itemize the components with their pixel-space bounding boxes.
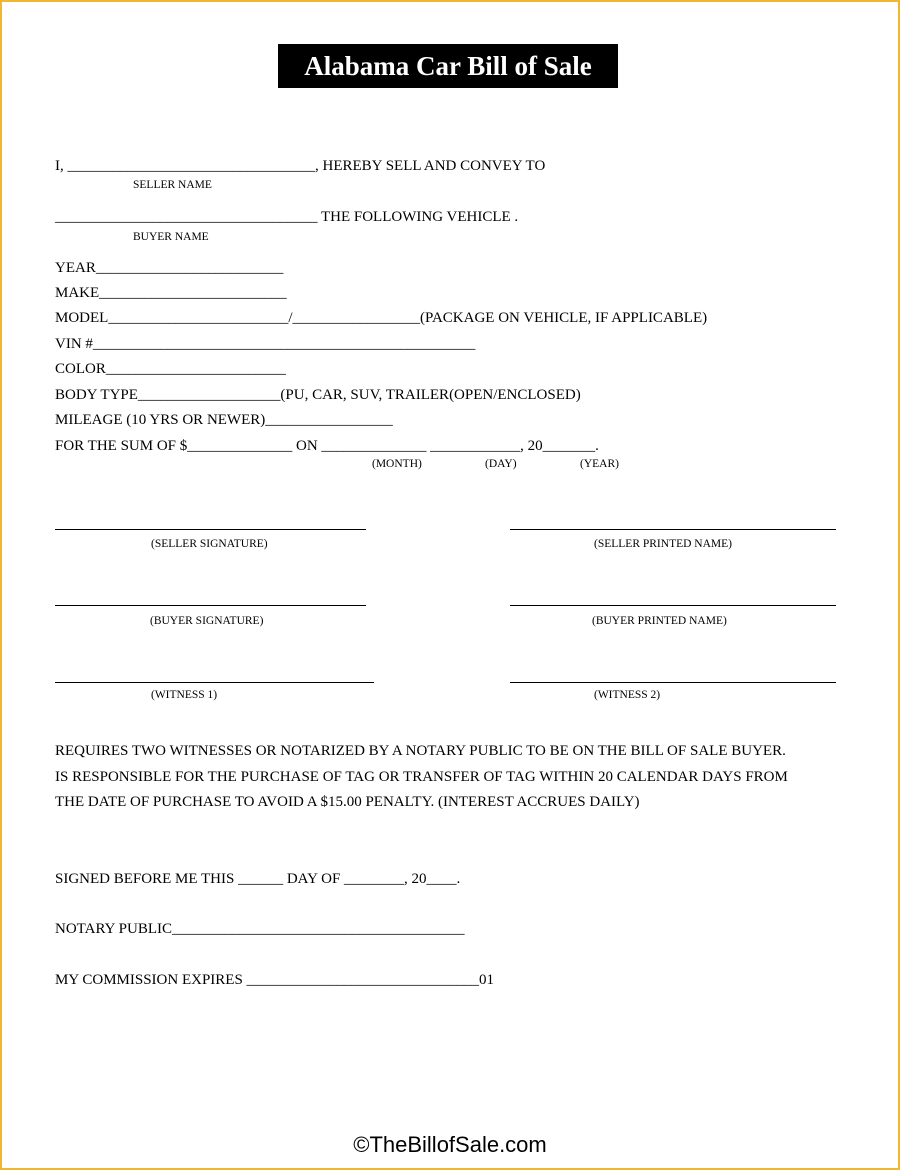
buyer-suffix: THE FOLLOWING VEHICLE . <box>317 209 519 225</box>
seller-printed-name-caption: (SELLER PRINTED NAME) <box>594 538 732 550</box>
seller-suffix: , HEREBY SELL AND CONVEY TO <box>315 158 546 174</box>
buyer-printed-name-line[interactable] <box>510 605 836 606</box>
seller-name-caption: SELLER NAME <box>133 179 212 191</box>
witness-2-caption: (WITNESS 2) <box>594 689 661 701</box>
buyer-line <box>55 208 518 226</box>
month-caption: (MONTH) <box>372 458 422 470</box>
day-caption: (DAY) <box>485 458 517 470</box>
document-title: Alabama Car Bill of Sale <box>278 44 618 88</box>
witness-2-line[interactable] <box>510 682 836 683</box>
vin-field[interactable]: VIN #___________________________________________________ <box>55 336 476 352</box>
seller-prefix: I, <box>55 158 68 174</box>
year-field[interactable]: YEAR_________________________ <box>55 260 284 276</box>
sum-field[interactable]: FOR THE SUM OF $______________ ON ______________ ____________, 20_______. <box>55 438 599 454</box>
notice-line-3: THE DATE OF PURCHASE TO AVOID A $15.00 PENALTY. (INTEREST ACCRUES DAILY) <box>55 794 640 810</box>
buyer-signature-caption: (BUYER SIGNATURE) <box>150 615 264 627</box>
color-field[interactable]: COLOR________________________ <box>55 361 286 377</box>
seller-line <box>55 157 545 175</box>
model-field[interactable]: MODEL________________________/_________________(PACKAGE ON VEHICLE, IF APPLICABLE) <box>55 310 708 326</box>
year-caption: (YEAR) <box>580 458 619 470</box>
commission-expires-field[interactable]: MY COMMISSION EXPIRES _______________________________01 <box>55 972 495 988</box>
mileage-field[interactable]: MILEAGE (10 YRS OR NEWER)_________________ <box>55 412 393 428</box>
seller-printed-name-line[interactable] <box>510 529 836 530</box>
notice-paragraph <box>55 739 855 816</box>
buyer-signature-line[interactable] <box>55 605 366 606</box>
signed-before-field[interactable]: SIGNED BEFORE ME THIS ______ DAY OF ________, 20____. <box>55 871 461 887</box>
make-field[interactable]: MAKE_________________________ <box>55 285 287 301</box>
notice-line-2: IS RESPONSIBLE FOR THE PURCHASE OF TAG OR TRANSFER OF TAG WITHIN 20 CALENDAR DAYS FROM <box>55 768 788 785</box>
seller-signature-line[interactable] <box>55 529 366 530</box>
seller-name-blank[interactable]: _________________________________ <box>67 158 315 174</box>
footer-copyright: ©TheBillofSale.com <box>353 1132 547 1157</box>
buyer-name-blank[interactable]: ___________________________________ <box>55 209 318 225</box>
notary-public-field[interactable]: NOTARY PUBLIC_______________________________________ <box>55 921 465 937</box>
witness-1-line[interactable] <box>55 682 374 683</box>
witness-1-caption: (WITNESS 1) <box>151 689 218 701</box>
buyer-name-caption: BUYER NAME <box>133 231 209 243</box>
buyer-printed-name-caption: (BUYER PRINTED NAME) <box>592 615 727 627</box>
seller-signature-caption: (SELLER SIGNATURE) <box>151 538 268 550</box>
body-type-field[interactable]: BODY TYPE___________________(PU, CAR, SUV, TRAILER(OPEN/ENCLOSED) <box>55 387 581 403</box>
notice-line-1: REQUIRES TWO WITNESSES OR NOTARIZED BY A NOTARY PUBLIC TO BE ON THE BILL OF SALE BUYER. <box>55 743 786 759</box>
